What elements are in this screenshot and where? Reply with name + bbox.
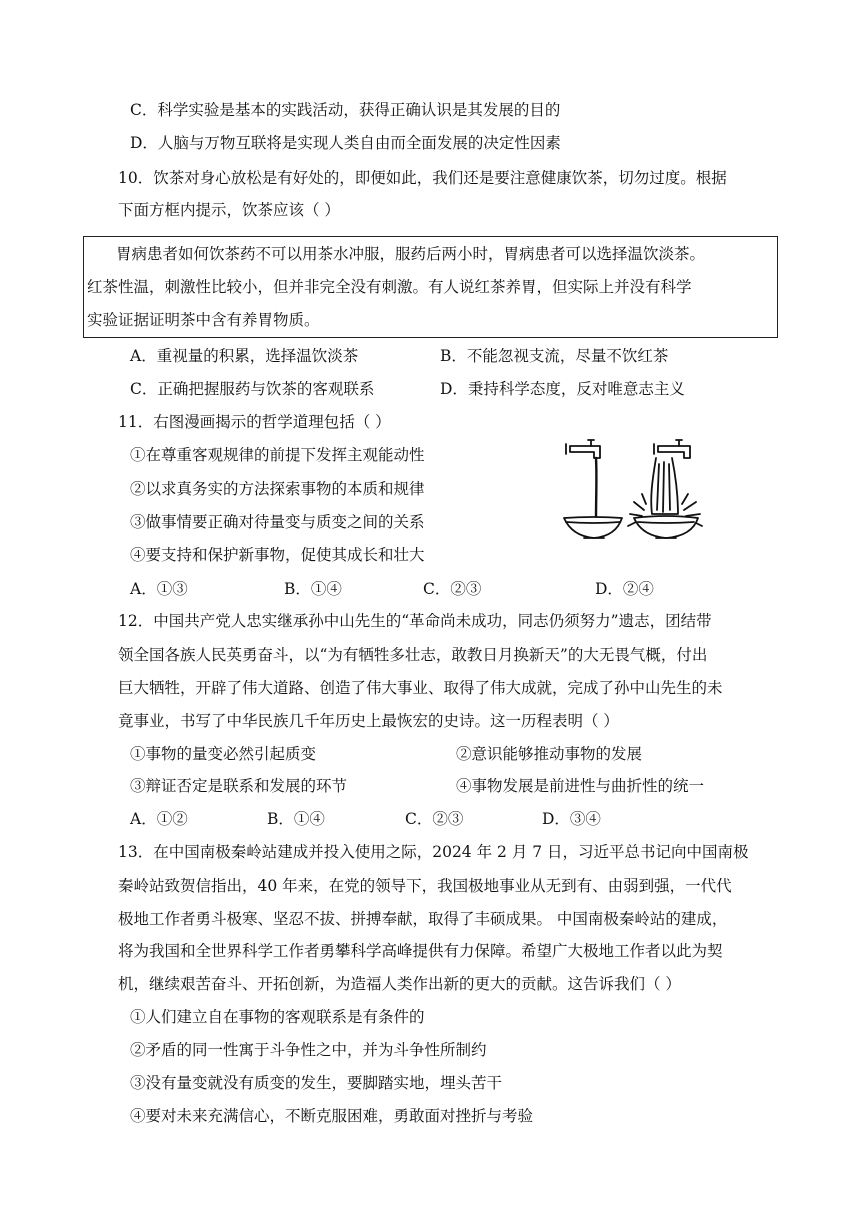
q12-stem-line-4: 竟事业，书写了中华民族几千年历史上最恢宏的史诗。这一历程表明（ ）	[118, 712, 619, 730]
q10-box-line-3: 实验证据证明茶中含有养胃物质。	[87, 311, 320, 329]
q11-option-a: A．①③	[130, 580, 188, 598]
q9-option-c: C．科学实验是基本的实践活动，获得正确认识是其发展的目的	[130, 101, 561, 119]
q13-item-2: ②矛盾的同一性寓于斗争性之中，并为斗争性所制约	[130, 1041, 487, 1059]
q12-stem-line-2: 领全国各族人民英勇奋斗，以“为有牺牲多壮志，敢教日月换新天”的大无畏气概，付出	[118, 646, 708, 664]
faucet-cartoon-illustration	[560, 432, 730, 544]
q10-stem-line-1: 10．饮茶对身心放松是有好处的，即便如此，我们还是要注意健康饮茶，切勿过度。根据	[118, 169, 727, 187]
q11-item-1: ①在尊重客观规律的前提下发挥主观能动性	[130, 446, 425, 464]
q12-option-a: A．①②	[130, 810, 188, 828]
q12-option-d: D．③④	[542, 810, 601, 828]
q10-stem-line-2: 下面方框内提示，饮茶应该（ ）	[118, 201, 340, 219]
q13-stem-line-3: 极地工作者勇斗极寒、坚忍不拔、拼搏奉献，取得了丰硕成果。 中国南极秦岭站的建成，	[118, 910, 728, 928]
q13-item-4: ④要对未来充满信心，不断克服困难，勇敢面对挫折与考验	[130, 1107, 534, 1125]
q10-box-line-1: 胃病患者如何饮茶药不可以用茶水冲服，服药后两小时，胃病患者可以选择温饮淡茶。	[116, 245, 706, 263]
q10-option-c: C．正确把握服药与饮茶的客观联系	[130, 380, 375, 398]
q13-stem-line-5: 机，继续艰苦奋斗、开拓创新，为造福人类作出新的更大的贡献。这告诉我们（ ）	[118, 975, 681, 993]
q12-option-b: B．①④	[267, 810, 325, 828]
q10-box-line-2: 红茶性温，刺激性比较小，但并非完全没有刺激。有人说红茶养胃，但实际上并没有科学	[87, 278, 692, 296]
q11-item-3: ③做事情要正确对待量变与质变之间的关系	[130, 513, 425, 531]
q12-item-3: ③辩证否定是联系和发展的环节	[130, 777, 348, 795]
q13-stem-line-1: 13．在中国南极秦岭站建成并投入使用之际，2024 年 2 月 7 日，习近平总书记向中国南极	[118, 843, 749, 861]
q11-option-b: B．①④	[284, 580, 342, 598]
q13-stem-line-2: 秦岭站致贺信指出，40 年来，在党的领导下，我国极地事业从无到有、由弱到强，一代代	[118, 877, 732, 895]
q13-item-1: ①人们建立自在事物的客观联系是有条件的	[130, 1008, 425, 1026]
q11-option-c: C．②③	[423, 580, 482, 598]
q12-option-c: C．②③	[405, 810, 464, 828]
q11-option-d: D．②④	[595, 580, 654, 598]
q13-item-3: ③没有量变就没有质变的发生，要脚踏实地，埋头苦干	[130, 1074, 503, 1092]
q10-option-d: D．秉持科学态度，反对唯意志主义	[440, 380, 685, 398]
q12-item-2: ②意识能够推动事物的发展	[456, 745, 643, 763]
q12-item-4: ④事物发展是前进性与曲折性的统一	[456, 777, 705, 795]
q11-item-4: ④要支持和保护新事物，促使其成长和壮大	[130, 546, 425, 564]
q12-stem-line-1: 12．中国共产党人忠实继承孙中山先生的“革命尚未成功，同志仍须努力”遗志，团结带	[118, 612, 712, 630]
q10-option-b: B．不能忽视支流，尽量不饮红茶	[440, 347, 669, 365]
q11-item-2: ②以求真务实的方法探索事物的本质和规律	[130, 480, 425, 498]
q9-option-d: D．人脑与万物互联将是实现人类自由而全面发展的决定性因素	[130, 134, 561, 152]
q10-option-a: A．重视量的积累，选择温饮淡茶	[130, 347, 359, 365]
q12-item-1: ①事物的量变必然引起质变	[130, 745, 317, 763]
q12-stem-line-3: 巨大牺牲，开辟了伟大道路、创造了伟大事业、取得了伟大成就，完成了孙中山先生的未	[118, 679, 723, 697]
q11-stem: 11．右图漫画揭示的哲学道理包括（ ）	[118, 413, 391, 431]
q13-stem-line-4: 将为我国和全世界科学工作者勇攀科学高峰提供有力保障。希望广大极地工作者以此为契	[118, 942, 723, 960]
